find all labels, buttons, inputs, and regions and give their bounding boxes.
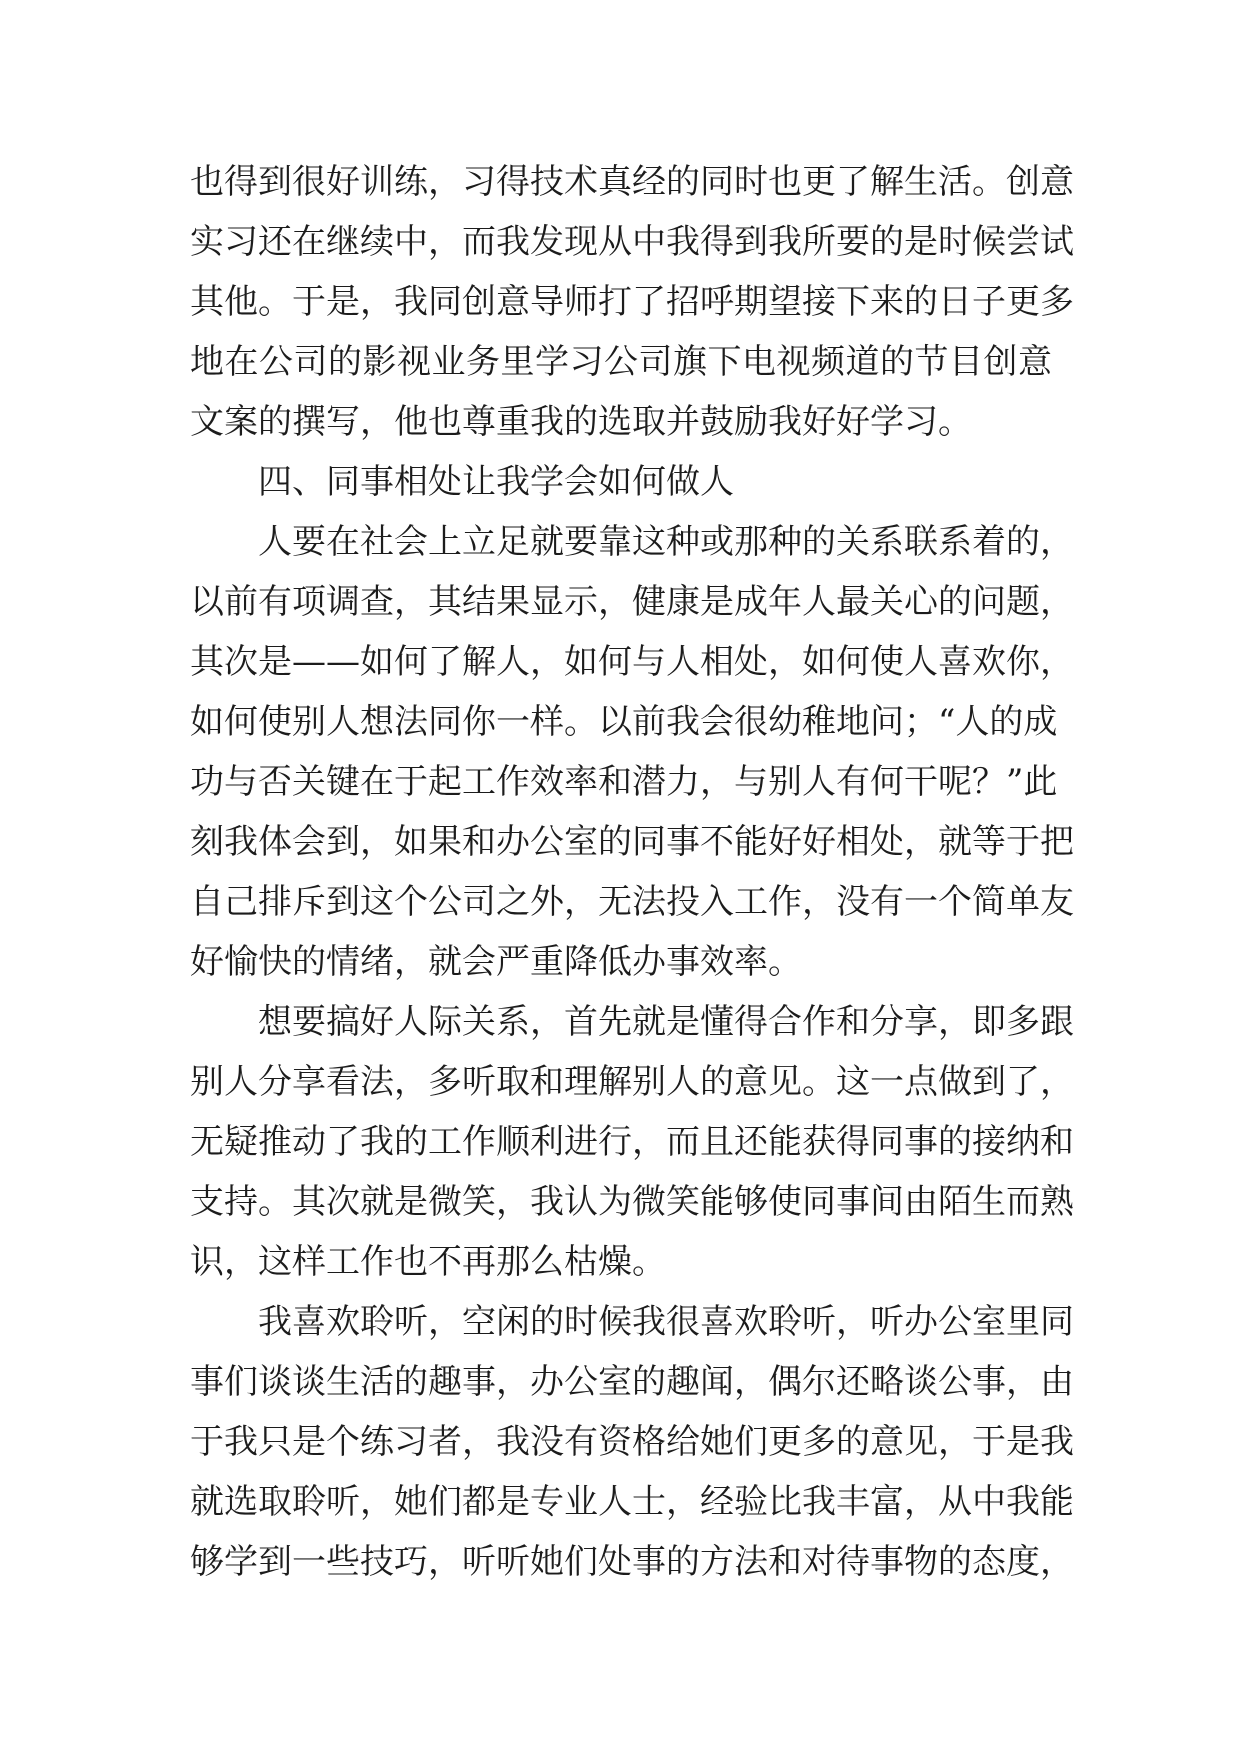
text-line: 其他。于是，我同创意导师打了招呼期望接下来的日子更多 xyxy=(190,282,1074,322)
text-line: 于我只是个练习者，我没有资格给她们更多的意见，于是我 xyxy=(190,1422,1074,1462)
text-line: 想要搞好人际关系，首先就是懂得合作和分享，即多跟 xyxy=(258,1002,1074,1042)
text-line: 就选取聆听，她们都是专业人士，经验比我丰富，从中我能 xyxy=(190,1482,1074,1522)
section-heading: 四、同事相处让我学会如何做人 xyxy=(258,462,734,502)
text-line: 自己排斥到这个公司之外，无法投入工作，没有一个简单友 xyxy=(190,882,1074,922)
text-line: 其次是——如何了解人，如何与人相处，如何使人喜欢你， xyxy=(190,642,1074,682)
text-line: 地在公司的影视业务里学习公司旗下电视频道的节目创意 xyxy=(190,342,1052,382)
text-line: 事们谈谈生活的趣事，办公室的趣闻，偶尔还略谈公事，由 xyxy=(190,1362,1074,1402)
text-line: 够学到一些技巧，听听她们处事的方法和对待事物的态度， xyxy=(190,1542,1074,1582)
text-line: 也得到很好训练，习得技术真经的同时也更了解生活。创意 xyxy=(190,162,1074,202)
text-line: 人要在社会上立足就要靠这种或那种的关系联系着的， xyxy=(258,522,1074,562)
text-line: 我喜欢聆听，空闲的时候我很喜欢聆听，听办公室里同 xyxy=(258,1302,1074,1342)
text-line: 文案的撰写，他也尊重我的选取并鼓励我好好学习。 xyxy=(190,402,972,442)
text-line: 无疑推动了我的工作顺利进行，而且还能获得同事的接纳和 xyxy=(190,1122,1074,1162)
text-line: 以前有项调查，其结果显示，健康是成年人最关心的问题， xyxy=(190,582,1074,622)
text-line: 好愉快的情绪，就会严重降低办事效率。 xyxy=(190,942,802,982)
text-line: 支持。其次就是微笑，我认为微笑能够使同事间由陌生而熟 xyxy=(190,1182,1074,1222)
text-line: 刻我体会到，如果和办公室的同事不能好好相处，就等于把 xyxy=(190,822,1074,862)
text-line: 功与否关键在于起工作效率和潜力，与别人有何干呢？”此 xyxy=(190,762,1058,802)
text-line: 别人分享看法，多听取和理解别人的意见。这一点做到了， xyxy=(190,1062,1074,1102)
text-line: 识，这样工作也不再那么枯燥。 xyxy=(190,1242,666,1282)
text-line: 实习还在继续中，而我发现从中我得到我所要的是时候尝试 xyxy=(190,222,1074,262)
text-line: 如何使别人想法同你一样。以前我会很幼稚地问；“人的成 xyxy=(190,702,1058,742)
